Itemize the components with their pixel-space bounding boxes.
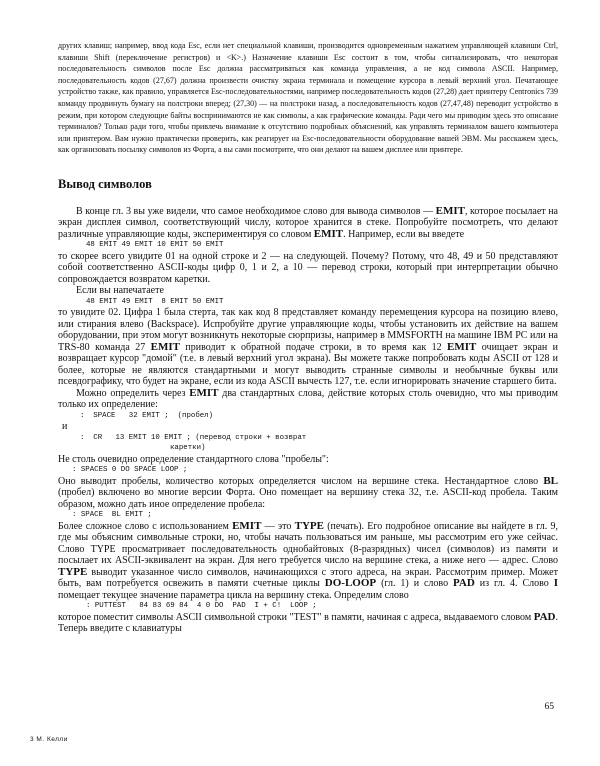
keyword-emit: EMIT: [447, 340, 477, 353]
paragraph-type: Более сложное слово с использованием EMIT — это TYPE (печать). Его подробное описание вы найдете в гл. 9, где мы объясним символьные строки, но, чтобы начать пользоваться им раньше, мы рассмотрим его уже сейчас. Слово TYPE просматривает последовательность однобайтовых (8-разрядных) чисел (символов) из памяти и посылает их ASCII-эквивалент на экран. Для него требуется число на вершине стека, а ниже него — адрес. Слово TYPE выводит указанное число символов, начинающихся с этого адреса, на экран. Рассмотрим пример. Может быть, вам потребуется освежить в памяти счетные циклы DO-LOOP (гл. 1) и слово PAD из гл. 4. Слово I помещает текущее значение параметра цикла на вершину стека. Определим слово: [58, 519, 558, 601]
keyword-emit: EMIT: [232, 519, 262, 532]
code-space-bl-definition: : SPACE BL EMIT ;: [72, 511, 152, 520]
code-cr-comment-continued: каретки): [170, 444, 206, 453]
section-body: [58, 206, 558, 635]
code-example-1: 48 EMIT 49 EMIT 10 EMIT 50 EMIT: [86, 241, 224, 250]
keyword-do-loop: DO-LOOP: [324, 577, 377, 590]
paragraph-result-1: то скорее всего увидите 01 на одной строке и 2 — на следующей. Почему? Потому, что 48, 49 и 50 представляют собой соответственно ASCII-коды цифр 0, 1 и 2, а 10 — перевод строки, который при интерпретации обычно сопровождается возвратом каретки.: [58, 250, 558, 285]
code-space-definition: : SPACE 32 EMIT ; (пробел): [80, 411, 214, 420]
page-number: 65: [544, 702, 554, 712]
code-spaces-definition: : SPACES 0 DO SPACE LOOP ;: [72, 466, 188, 475]
keyword-bl: BL: [543, 474, 558, 487]
paragraph-emit-intro: В конце гл. 3 вы уже видели, что самое необходимое слово для вывода символов — EMIT, которое посылает на экран дисплея символ, соответствующий числу, которое хранится в стеке. Попробуйте посмотреть, что делают различные управляющие коды, экспериментируя со словом EMIT. Например, если вы введете: [58, 204, 559, 240]
paragraph-result-2: то увидите 02. Цифра 1 была стерта, так как код 8 представляет команду перемещения курсора на позицию влево, или стирания влево (Backspace). Испробуйте другие управляющие коды, чтобы установить их действие на вашем оборудовании, при этом могут возникнуть некоторые сюрпризы, например в MMSFORTH на машине IBM PC или на TRS-80 команда 27 EMIT приводит к обратной подаче строки, в то время как 12 EMIT очищает экран и возвращает курсор "домой" (т.е. в левый верхний угол экрана). Вы можете также попробовать коды ASCII от 128 и более, которые не являются стандартными и могут выводить странные символы и необычные буквы или псевдографику, что будет на экране, если из кода ASCII вычесть 127, т.е. если игнорировать значение старшего бита.: [58, 307, 559, 388]
keyword-pad: PAD: [533, 610, 556, 623]
keyword-emit: EMIT: [150, 340, 181, 353]
code-cr-definition: : CR 13 EMIT 10 EMIT ; (перевод строки + возврат: [80, 433, 307, 442]
paragraph-puttest: которое поместит символы ASCII символьной строки "TEST" в памяти, начиная с адреса, выдаваемого словом PAD. Теперь введите с клавиатуры: [58, 610, 558, 635]
keyword-i: I: [553, 577, 558, 590]
intro-paragraph: других клавиш; например, ввод кода Esc, если нет специальной клавиши, производится одновременным нажатием управляющей клавиши Ctrl, клавиши Shift (переключение регистров) и <K>.) Назначение клавиши Esc состоит в том, чтобы сигнализировать, что некоторая последовательность символов после Esc должна рассматриваться как команда управления, а не код символа ASCII. Например, последовательность кодов (27,67) должна произвести очистку экрана терминала и помещение курсора в левый верхний угол. Печатающее устройство также, как правило, управляется Esc-последовательностями, например последовательность кодов (27,28) дает принтеру Centronics 739 команду продвинуть бумагу на полстроки вперед; (27,30) — на полстроки назад, а последовательность кодов (27,47,48) переводит устройство в режим, при котором следующие байты воспринимаются не как символы, а как графические команды. Ради чего мы приводим здесь это описание терминалов? Только ради того, чтобы привлечь внимание к отсутствию подробных объяснений, как управлять терминалом вашего компьютера или принтером. Вам нужно практически проверить, как реагирует на Esc-последовательности оборудование вашей ЭВМ. Мы расскажем здесь, как организовать посылку символов из Форта, а вы сами посмотрите, что они делают на вашем дисплее или принтере.: [58, 41, 558, 155]
paragraph-bl: Оно выводит пробелы, количество которых определяется числом на вершине стека. Нестандартное слово BL (пробел) включено во многие версии Форта. Оно помещает на вершину стека 32, т.е. ASCII-код пробела. Таким образом, можно дать иное определение пробела:: [58, 474, 558, 510]
keyword-emit: EMIT: [189, 386, 219, 399]
conjunction-and: и: [62, 421, 68, 433]
keyword-emit: EMIT: [313, 227, 344, 240]
keyword-emit: EMIT: [435, 204, 465, 217]
printer-signature: 3 М. Келли: [30, 736, 68, 743]
paragraph-standard-words: Можно определить через EMIT два стандартных слова, действие которых столь очевидно, что мы приводим только их определение:: [58, 386, 558, 411]
keyword-pad: PAD: [453, 577, 475, 590]
keyword-type: TYPE: [58, 565, 88, 578]
paragraph-if-type: Если вы напечатаете: [76, 285, 164, 297]
keyword-type: TYPE: [294, 519, 324, 532]
code-example-2: 48 EMIT 49 EMIT 8 EMIT 50 EMIT: [86, 297, 224, 306]
section-heading: Вывод символов: [58, 176, 152, 191]
paragraph-spaces-intro: Не столь очевидно определение стандартного слова "пробелы":: [58, 453, 329, 465]
code-puttest-definition: : PUTTEST 84 83 69 84 4 0 DO PAD I + C! LOOP ;: [86, 602, 317, 611]
